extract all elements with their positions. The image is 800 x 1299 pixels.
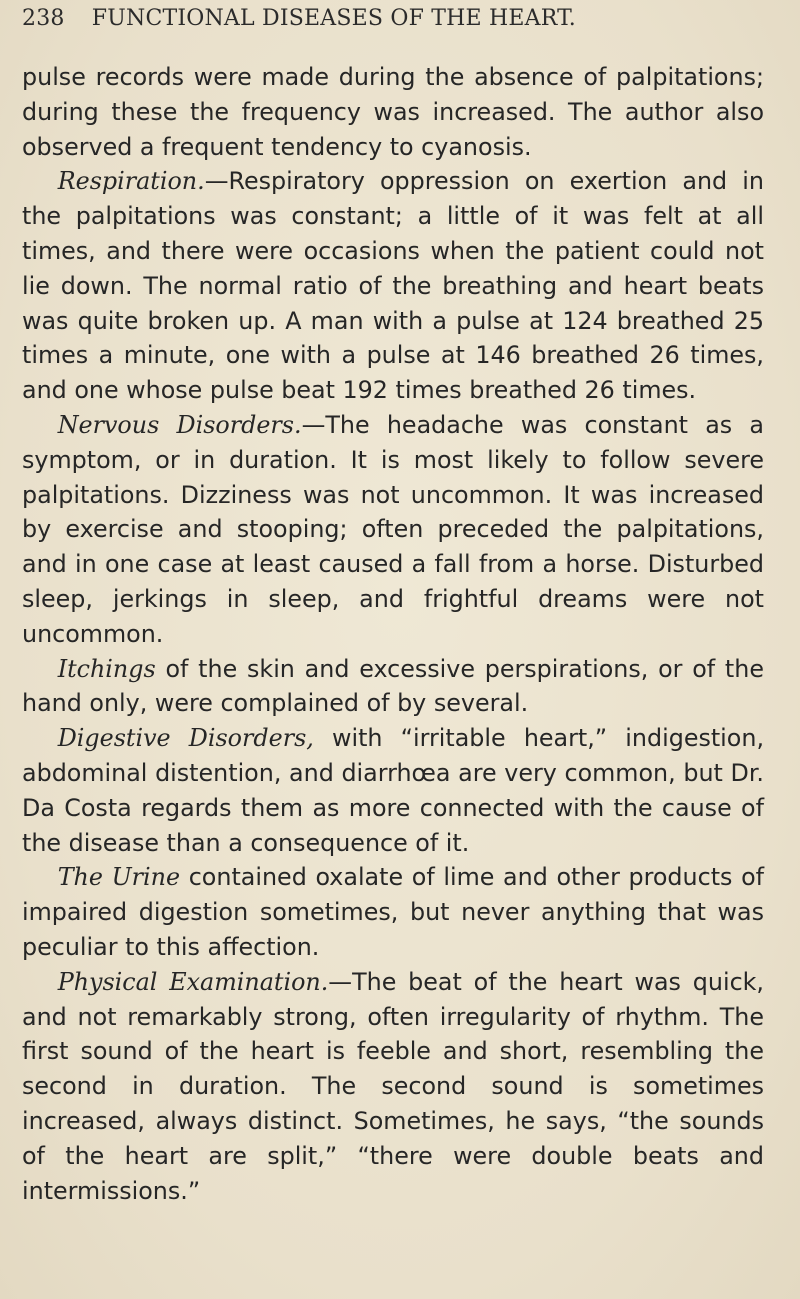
- paragraph-text: pulse records were made during the absence of palpitations; during these the frequency was increased. The author also observed a frequent tendency to cyanosis.: [22, 63, 764, 161]
- paragraph-text: contained oxalate of lime and other products of impaired digestion sometimes, but never anything that was peculiar to this affection.: [22, 863, 765, 961]
- page-number: 238: [22, 6, 65, 31]
- paragraph-digestive-disorders: [22, 721, 764, 860]
- body-text: [22, 60, 764, 1208]
- paragraph-text: with “irritable heart,” indigestion, abdominal distention, and diarrhœa are very common, but Dr. Da Costa regards them as more connected with the cause of the disease than a consequence of it.: [22, 724, 765, 857]
- paragraph-lead: Digestive Disorders,: [57, 724, 314, 753]
- paragraph-lead: Respiration.: [57, 167, 205, 196]
- paragraph-text: —The beat of the heart was quick, and not remarkably strong, often irregularity of rhythm. The first sound of the heart is feeble and short, resembling the second in duration. The second sound is sometimes increased, always distinct. Sometimes, he says, “the sounds of the heart are split,” “there were double beats and intermissions.”: [22, 967, 764, 1205]
- paragraph-continued: [22, 60, 764, 164]
- paragraph-text: of the skin and excessive perspirations, or of the hand only, were complained of by several.: [22, 654, 764, 718]
- paragraph-physical-examination: [22, 965, 764, 1209]
- paragraph-lead: Physical Examination.: [57, 967, 329, 996]
- running-title: FUNCTIONAL DISEASES OF THE HEART.: [91, 6, 576, 31]
- paragraph-lead: The Urine: [57, 863, 181, 892]
- paragraph-text: —Respiratory oppression on exertion and in the palpitations was constant; a little of it was felt at all times, and there were occasions when the patient could not lie down. The normal ratio of the breathing and heart beats was quite broken up. A man with a pulse at 124 breathed 25 times a minute, one with a pulse at 146 breathed 26 times, and one whose pulse beat 192 times breathed 26 times.: [22, 167, 764, 405]
- paragraph-urine: [22, 860, 764, 964]
- paragraph-nervous-disorders: [22, 408, 764, 652]
- paragraph-text: —The headache was constant as a symptom, or in duration. It is most likely to follow severe palpitations. Dizziness was not uncommon. It was increased by exercise and stooping; often preceded the palpitations, and in one case at least caused a fall from a horse. Disturbed sleep, jerkings in sleep, and frightful dreams were not uncommon.: [22, 410, 764, 648]
- paragraph-itchings: [22, 652, 764, 722]
- running-head: [22, 4, 764, 38]
- paragraph-lead: Itchings: [57, 654, 156, 683]
- paragraph-lead: Nervous Disorders.: [57, 410, 302, 439]
- paragraph-respiration: [22, 164, 764, 408]
